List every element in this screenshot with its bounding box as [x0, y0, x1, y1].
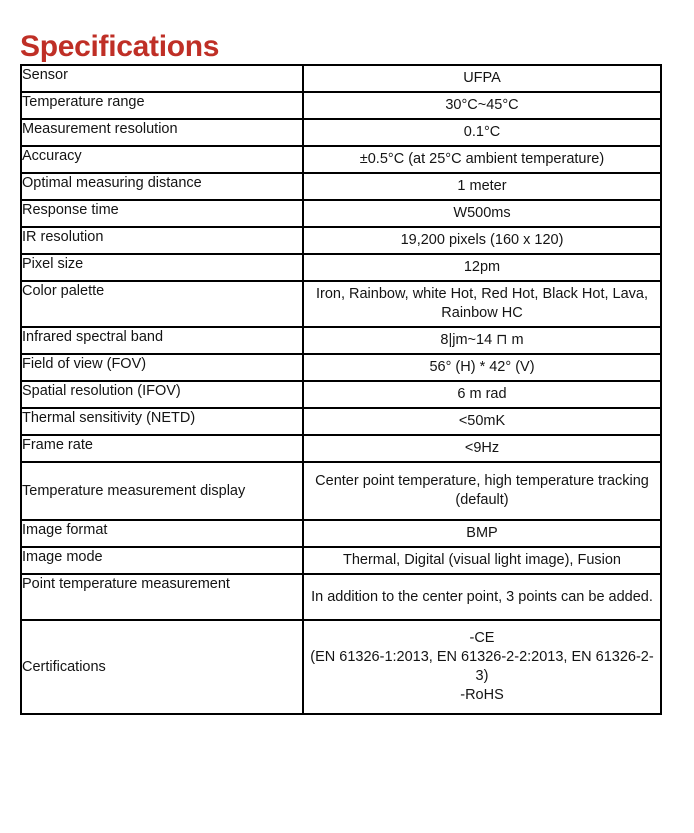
specifications-table-body	[21, 65, 661, 714]
spec-label-cell: Accuracy	[21, 146, 303, 173]
spec-value-cell: <50mK	[303, 408, 661, 435]
spec-label-cell: Point temperature measurement	[21, 574, 303, 620]
table-row	[21, 146, 661, 173]
table-row	[21, 173, 661, 200]
table-row	[21, 462, 661, 520]
table-row	[21, 281, 661, 327]
table-row	[21, 520, 661, 547]
table-row	[21, 435, 661, 462]
table-row	[21, 227, 661, 254]
table-row	[21, 119, 661, 146]
spec-value-cell: 8|jm~14 ⊓ m	[303, 327, 661, 354]
spec-label-cell: Image mode	[21, 547, 303, 574]
table-row	[21, 408, 661, 435]
spec-value-cell: 19,200 pixels (160 x 120)	[303, 227, 661, 254]
spec-label-cell: Infrared spectral band	[21, 327, 303, 354]
spec-value-cell: BMP	[303, 520, 661, 547]
table-row	[21, 620, 661, 714]
spec-value-cell: Iron, Rainbow, white Hot, Red Hot, Black Hot, Lava, Rainbow HC	[303, 281, 661, 327]
table-row	[21, 254, 661, 281]
spec-label-cell: Thermal sensitivity (NETD)	[21, 408, 303, 435]
table-row	[21, 92, 661, 119]
table-row	[21, 65, 661, 92]
specifications-table-container	[20, 64, 660, 715]
spec-label-cell: Image format	[21, 520, 303, 547]
spec-value-cell: In addition to the center point, 3 points can be added.	[303, 574, 661, 620]
table-row	[21, 547, 661, 574]
spec-label-cell: Color palette	[21, 281, 303, 327]
spec-label-cell: IR resolution	[21, 227, 303, 254]
table-row	[21, 200, 661, 227]
spec-label-cell: Optimal measuring distance	[21, 173, 303, 200]
spec-value-cell: ±0.5°C (at 25°C ambient temperature)	[303, 146, 661, 173]
specifications-table	[20, 64, 662, 715]
spec-value-cell: 30°C~45°C	[303, 92, 661, 119]
page-title: Specifications	[20, 30, 220, 64]
spec-label-cell: Measurement resolution	[21, 119, 303, 146]
spec-value-cell: W500ms	[303, 200, 661, 227]
spec-value-cell: UFPA	[303, 65, 661, 92]
spec-value-cell: Center point temperature, high temperature tracking (default)	[303, 462, 661, 520]
spec-label-cell: Field of view (FOV)	[21, 354, 303, 381]
spec-value-cell: -CE (EN 61326-1:2013, EN 61326-2-2:2013, EN 61326-2-3) -RoHS	[303, 620, 661, 714]
spec-label-cell: Certifications	[21, 620, 303, 714]
spec-label-cell: Temperature measurement display	[21, 462, 303, 520]
spec-value-cell: 1 meter	[303, 173, 661, 200]
spec-value-cell: <9Hz	[303, 435, 661, 462]
spec-value-cell: Thermal, Digital (visual light image), Fusion	[303, 547, 661, 574]
spec-label-cell: Temperature range	[21, 92, 303, 119]
spec-value-cell: 12pm	[303, 254, 661, 281]
table-row	[21, 354, 661, 381]
spec-label-cell: Pixel size	[21, 254, 303, 281]
spec-label-cell: Sensor	[21, 65, 303, 92]
spec-value-cell: 6 m rad	[303, 381, 661, 408]
spec-value-cell: 56° (H) * 42° (V)	[303, 354, 661, 381]
spec-label-cell: Response time	[21, 200, 303, 227]
table-row	[21, 381, 661, 408]
spec-label-cell: Spatial resolution (IFOV)	[21, 381, 303, 408]
table-row	[21, 574, 661, 620]
spec-label-cell: Frame rate	[21, 435, 303, 462]
table-row	[21, 327, 661, 354]
spec-value-cell: 0.1°C	[303, 119, 661, 146]
